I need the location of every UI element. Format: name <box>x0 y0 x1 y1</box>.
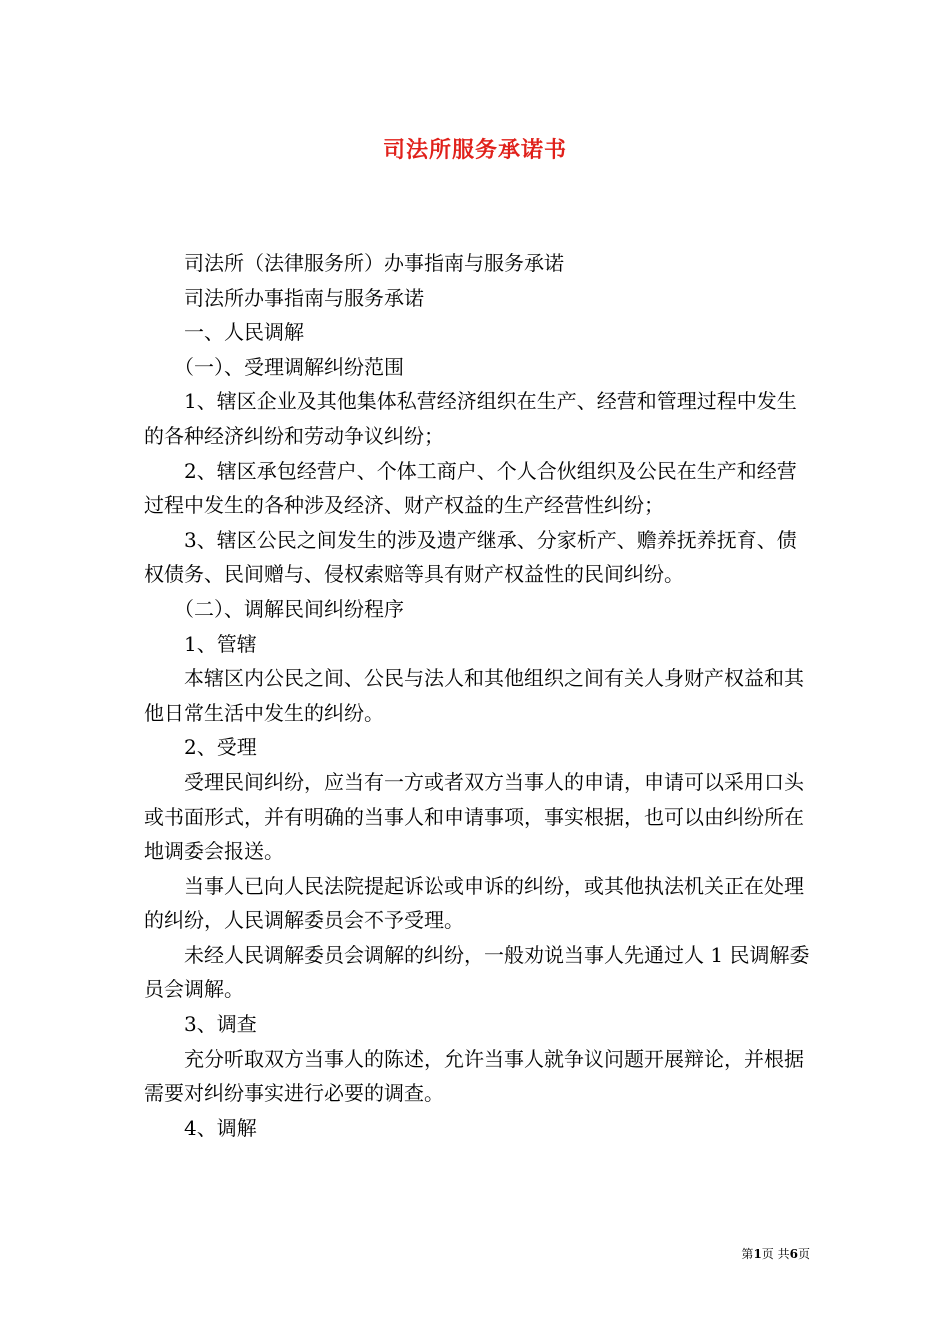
document-title: 司法所服务承诺书 <box>382 137 567 163</box>
footer-middle: 页 共 <box>761 1247 790 1261</box>
paragraph: 2、辖区承包经营户、个体工商户、个人合伙组织及公民在生产和经营过程中发生的各种涉及经济、财产权益的生产经营性纠纷； <box>144 458 797 518</box>
item-heading: 1、管辖 <box>184 631 257 656</box>
page-footer <box>700 1245 810 1262</box>
paragraph: 3、辖区公民之间发生的涉及遗产继承、分家析产、赡养抚养抚育、债权债务、民间赠与、侵权索赔等具有财产权益性的民间纠纷。 <box>144 527 797 587</box>
subsection-heading: （一）、受理调解纠纷范围 <box>174 354 404 379</box>
subsection-heading: （二）、调解民间纠纷程序 <box>174 596 404 621</box>
paragraph: 司法所（法律服务所）办事指南与服务承诺 <box>184 251 564 275</box>
paragraph: 本辖区内公民之间、公民与法人和其他组织之间有关人身财产权益和其他日常生活中发生的纠纷。 <box>144 666 804 725</box>
footer-prefix: 第 <box>741 1247 754 1261</box>
paragraph: 充分听取双方当事人的陈述，允许当事人就争议问题开展辩论，并根据需要对纠纷事实进行必要的调查。 <box>144 1046 804 1106</box>
page-total: 6 <box>789 1247 798 1261</box>
paragraph: 受理民间纠纷，应当有一方或者双方当事人的申请，申请可以采用口头或书面形式，并有明确的当事人和申请事项，事实根据，也可以由纠纷所在地调委会报送。 <box>144 769 804 864</box>
item-heading: 2、受理 <box>184 735 257 760</box>
item-heading: 4、调解 <box>184 1115 257 1140</box>
paragraph: 1、辖区企业及其他集体私营经济组织在生产、经营和管理过程中发生的各种经济纠纷和劳动争议纠纷； <box>144 389 797 448</box>
section-heading: 一、人民调解 <box>184 320 304 345</box>
paragraph: 司法所办事指南与服务承诺 <box>184 285 424 310</box>
page-number: 1 <box>753 1247 762 1261</box>
document-body <box>144 246 810 1145</box>
paragraph: 未经人民调解委员会调解的纠纷，一般劝说当事人先通过人 1 民调解委员会调解。 <box>144 942 810 1002</box>
paragraph: 当事人已向人民法院提起诉讼或申诉的纠纷，或其他执法机关正在处理的纠纷，人民调解委员会不予受理。 <box>144 873 804 933</box>
footer-suffix: 页 <box>797 1247 810 1261</box>
item-heading: 3、调查 <box>184 1012 257 1037</box>
